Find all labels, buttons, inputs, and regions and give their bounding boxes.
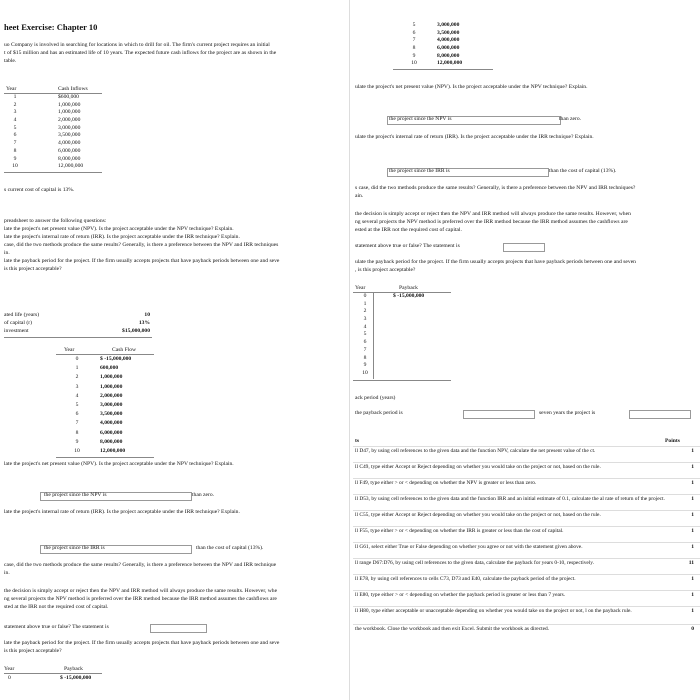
r-payback-year-7: 7 <box>363 346 367 353</box>
top-flow-1: 3,500,000 <box>437 29 460 36</box>
cf-year-0: 0 <box>75 356 79 362</box>
inflow-year-0: 1 <box>13 94 17 100</box>
input-label-life: ated life (years) <box>4 312 40 318</box>
inflow-value-6: 4,000,000 <box>58 140 81 147</box>
input-value-investment[interactable]: $15,000,000 <box>122 328 150 334</box>
r-payback-year-3: 3 <box>363 316 367 323</box>
r-statement-prompt: statement above true or false? The statement is <box>355 243 460 249</box>
inflow-year-header: Year <box>6 86 17 92</box>
requirement-text: ll range D67:D76, by using cell references to the given data, calculate the payback for years 0-10, respectively. <box>355 560 594 566</box>
cf-year-2: 2 <box>75 374 79 381</box>
payback-header: Payback <box>64 666 83 672</box>
requirement-row <box>353 526 700 542</box>
top-flow-0: 3,000,000 <box>437 22 460 28</box>
cf-header: Cash Flow <box>112 347 137 353</box>
requirement-points: 1 <box>691 496 694 502</box>
requirement-points: 1 <box>691 448 694 454</box>
q-irr: late the project's internal rate of return (IRR). Is the project acceptable under the IRR technique? Explain. <box>4 509 240 515</box>
intro-line-3: table. <box>4 58 17 64</box>
r-decision-1: the decision is simply accept or reject then the NPV and IRR method will always produce the same results. However, when <box>355 211 631 217</box>
input-value-life[interactable]: 10 <box>144 312 150 318</box>
requirement-points: 1 <box>691 528 694 534</box>
requirement-points: 1 <box>691 608 694 614</box>
r-irr-answer-a: the project since the IRR is <box>389 168 450 174</box>
top-year-2: 7 <box>412 37 416 44</box>
q-payback-2: is this project acceptable? <box>4 648 62 654</box>
r-q-same-1: s case, did the two methods produce the same results? Generally, is there a preference between the NPV and IRR techniques? <box>355 185 636 191</box>
r-payback-header: Payback <box>399 285 418 291</box>
inflow-year-8: 9 <box>13 155 17 162</box>
npv-answer-a: the project since the NPV is <box>44 492 107 498</box>
instruction-7: is this project acceptable? <box>4 266 62 272</box>
inflow-value-4: 3,000,000 <box>58 124 81 131</box>
r-q-payback-1: ulate the payback period for the project. If the firm usually accepts projects that have payback periods between one and seven <box>355 259 636 265</box>
r-npv-answer-b: than zero. <box>559 116 582 122</box>
statement-prompt: statement above true or false? The statement is <box>4 624 109 630</box>
cost-of-capital-text: s current cost of capital is 13%. <box>4 187 75 193</box>
inflow-year-1: 2 <box>13 101 17 108</box>
inflow-year-4: 5 <box>13 124 17 131</box>
inflow-value-0: $600,000 <box>58 94 79 100</box>
requirement-points: 11 <box>688 560 694 566</box>
payback-first-year: 0 <box>8 675 11 681</box>
irr-answer-b: than the cost of capital (13%). <box>196 545 264 551</box>
requirement-row <box>353 574 700 590</box>
points-header: Points <box>665 438 680 444</box>
q-same-2: in. <box>4 570 10 576</box>
requirement-text: the workbook. Close the workbook and then exit Excel. Submit the workbook as directed. <box>355 626 550 632</box>
requirement-text: ll F55, type either > or < depending on whether the IRR is greater or less than the cost of capital. <box>355 528 564 534</box>
statement-answer-cell[interactable] <box>150 624 207 633</box>
requirement-row <box>353 510 700 526</box>
cf-flow-6: 3,500,000 <box>100 411 123 418</box>
r-npv-answer-a: the project since the NPV is <box>389 116 452 122</box>
requirement-points: 0 <box>691 626 694 632</box>
top-years-column <box>409 22 419 68</box>
requirement-text: ll E80, type either > or < depending on whether the payback period is greater or less than 7 years. <box>355 592 566 598</box>
npv-answer-b: than zero. <box>192 492 215 498</box>
r-payback-year-6: 6 <box>363 339 367 346</box>
instruction-5: in. <box>4 250 10 256</box>
q-npv: late the project's net present value (NPV). Is the project acceptable under the NPV technique? Explain. <box>4 461 234 467</box>
instruction-3: late the project's internal rate of return (IRR). Is the project acceptable under the IRR technique? Explain. <box>4 234 240 240</box>
r-payback-answer-a: the payback period is <box>355 410 403 416</box>
intro-line-2: t of $15 million and has an estimated life of 10 years. The expected future cash inflows for the project are as shown in the <box>4 50 277 56</box>
inflow-years-column <box>10 94 20 171</box>
decision-3: sted at the IRR not the required cost of capital. <box>4 604 109 610</box>
decision-2: ng several projects the NPV method is preferred over the IRR method because the IRR method assumes the cashflows are <box>4 596 277 602</box>
top-year-5: 10 <box>411 60 417 67</box>
requirement-row <box>353 558 700 574</box>
r-payback-year-2: 2 <box>363 308 367 315</box>
inflow-value-8: 8,000,000 <box>58 155 81 162</box>
r-payback-year-0: 0 <box>363 293 367 299</box>
decision-1: the decision is simply accept or reject then the NPV and IRR method will always produce the same results. However, whe <box>4 588 278 594</box>
inflow-header: Cash Inflows <box>58 86 88 92</box>
requirement-points: 1 <box>691 576 694 582</box>
cf-bottom-rule <box>56 457 154 458</box>
inflow-bottom-rule <box>4 172 102 173</box>
r-decision-3: ested at the IRR not the required cost of capital. <box>355 227 462 233</box>
cf-flows-column[interactable] <box>100 355 131 456</box>
requirement-text: ll F49, type either > or < depending on whether the NPV is greater or less than zero. <box>355 480 537 486</box>
top-year-4: 9 <box>412 52 416 59</box>
payback-year-header: Year <box>4 666 15 672</box>
cf-years-column <box>72 355 82 456</box>
cf-flow-5: 3,000,000 <box>100 401 123 408</box>
requirement-text: ll E78, by using cell references to cells C73, D73 and E40, calculate the payback period of the project. <box>355 576 576 582</box>
r-statement-answer-cell[interactable] <box>503 243 545 252</box>
r-q-irr: ulate the project's internal rate of return (IRR). Is the project acceptable under the IRR technique? Explain. <box>355 134 594 140</box>
requirement-text: ll D47, by using cell references to the given data and the function NPV, calculate the net present value of the ct. <box>355 448 596 454</box>
top-year-0: 5 <box>412 22 416 28</box>
requirement-row <box>353 624 700 640</box>
inflow-value-2: 1,000,000 <box>58 109 81 116</box>
cf-year-9: 9 <box>75 438 79 445</box>
input-label-investment: investment <box>4 328 29 334</box>
cf-flow-3: 1,000,000 <box>100 383 123 390</box>
inflow-year-6: 7 <box>13 140 17 147</box>
inflow-year-2: 3 <box>13 109 17 116</box>
q-same-1: case, did the two methods produce the same results? Generally, is there a preference between the NPV and IRR technique <box>4 562 277 568</box>
inflow-year-3: 4 <box>13 117 17 124</box>
requirement-text: ll C49, type either Accept or Reject depending on whether you would take on the project or not, based on the rule. <box>355 464 601 470</box>
cf-flow-1: 600,000 <box>100 365 119 372</box>
requirement-text: ll G61, select either True or False depending on whether you agree or not with the statement given above. <box>355 544 583 550</box>
requirement-points: 1 <box>691 464 694 470</box>
cf-flow-4: 2,000,000 <box>100 392 123 399</box>
r-decision-2: ng several projects the NPV method is preferred over the IRR method because the IRR method assumes the cashflows are <box>355 219 628 225</box>
requirement-text: ll C55, type either Accept or Reject depending on whether you would take on the project or not, based on the rule. <box>355 512 601 518</box>
inflow-values-column <box>58 94 83 171</box>
cf-flow-10: 12,000,000 <box>100 447 126 454</box>
instruction-6: late the payback period for the project. If the firm usually accepts projects that have payback periods between one and seve <box>4 258 280 264</box>
worksheet-title: heet Exercise: Chapter 10 <box>4 22 98 32</box>
input-value-rate[interactable]: 13% <box>138 320 150 326</box>
cf-flow-8: 6,000,000 <box>100 429 123 436</box>
r-payback-year-9: 9 <box>363 362 367 369</box>
r-payback-year-5: 5 <box>363 331 367 338</box>
top-year-3: 8 <box>412 45 416 52</box>
inflow-year-5: 6 <box>13 132 17 139</box>
cf-year-8: 8 <box>75 429 79 436</box>
requirement-points: 1 <box>691 544 694 550</box>
r-payback-year-header: Year <box>355 285 366 291</box>
r-payback-answer-b: seven years the project is <box>539 410 596 416</box>
top-year-1: 6 <box>412 29 416 36</box>
top-flow-4: 8,000,000 <box>437 52 460 59</box>
inputs-bottom-rule <box>4 337 152 338</box>
inflow-value-3: 2,000,000 <box>58 117 81 124</box>
top-flows-column[interactable] <box>437 22 462 68</box>
cf-year-1: 1 <box>75 365 79 372</box>
cf-flow-0: $ -15,000,000 <box>100 356 132 362</box>
r-payback-years-column <box>361 293 369 378</box>
cf-year-10: 10 <box>74 447 80 454</box>
payback-header-rule <box>4 673 102 674</box>
requirement-row <box>353 446 700 462</box>
intro-line-1: uo Company is involved in searching for locations in which to drill for oil. The firm's current project requires an initial <box>4 42 270 48</box>
requirement-row <box>353 494 700 510</box>
inflow-year-7: 8 <box>13 147 17 154</box>
input-label-rate: of capital (r) <box>4 320 32 326</box>
cf-year-6: 6 <box>75 411 79 418</box>
top-flow-3: 6,000,000 <box>437 45 460 52</box>
irr-answer-a: the project since the IRR is <box>44 545 105 551</box>
instruction-2: late the project's net present value (NPV). Is the project acceptable under the NPV technique? Explain. <box>4 226 234 232</box>
r-payback-bottom-rule <box>353 380 451 381</box>
right-worksheet-pane[interactable] <box>353 0 700 700</box>
r-q-npv: ulate the project's net present value (NPV). Is the project acceptable under the NPV technique? Explain. <box>355 84 588 90</box>
instruction-4: case, did the two methods produce the same results? Generally, is there a preference between the NPV and IRR techniques <box>4 242 279 248</box>
inflow-value-7: 6,000,000 <box>58 147 81 154</box>
inflow-year-9: 10 <box>12 163 18 170</box>
r-payback-first-value[interactable]: $ -15,000,000 <box>393 293 425 299</box>
q-payback-1: late the payback period for the project. If the firm usually accepts projects that have payback periods between one and seve <box>4 640 280 646</box>
cf-flow-2: 1,000,000 <box>100 374 123 381</box>
cf-flow-9: 8,000,000 <box>100 438 123 445</box>
cf-year-5: 5 <box>75 401 79 408</box>
requirement-row <box>353 590 700 606</box>
r-q-same-2: ain. <box>355 193 364 199</box>
r-q-payback-2: , is this project acceptable? <box>355 267 416 273</box>
r-payback-col-rule <box>373 293 374 379</box>
requirement-points: 1 <box>691 480 694 486</box>
r-payback-year-1: 1 <box>363 300 367 307</box>
requirement-row <box>353 606 700 622</box>
instruction-1: preadsheet to answer the following questions: <box>4 218 107 224</box>
payback-first-value[interactable]: $ -15,000,000 <box>60 675 92 681</box>
left-worksheet-pane[interactable] <box>0 0 347 700</box>
requirements-header: ts <box>355 438 360 444</box>
requirement-text: ll H80, type either acceptable or unacceptable depending on whether you would take on the project or not, l on the payback rule. <box>355 608 632 614</box>
pane-divider <box>349 0 350 700</box>
r-payback-year-10: 10 <box>362 369 368 376</box>
inflow-value-5: 3,500,000 <box>58 132 81 139</box>
requirement-row <box>353 478 700 494</box>
requirement-row <box>353 542 700 558</box>
requirement-points: 1 <box>691 512 694 518</box>
top-flow-5: 12,000,000 <box>437 60 463 67</box>
cf-year-3: 3 <box>75 383 79 390</box>
r-payback-answer-cell[interactable] <box>463 410 535 419</box>
cf-year-header: Year <box>64 347 75 353</box>
cf-flow-7: 4,000,000 <box>100 420 123 427</box>
cf-year-7: 7 <box>75 420 79 427</box>
r-acceptability-cell[interactable] <box>629 410 691 419</box>
r-payback-period-label: ack period (years) <box>355 395 396 401</box>
r-irr-answer-b: than the cost of capital (13%). <box>549 168 617 174</box>
cf-year-4: 4 <box>75 392 79 399</box>
requirement-points: 1 <box>691 592 694 598</box>
inflow-value-9: 12,000,000 <box>58 163 84 170</box>
top-flow-2: 4,000,000 <box>437 37 460 44</box>
requirement-text: ll D53, by using cell references to the given data and the function IRR and an initial estimate of 0.1, calculate the al rate of return of the project. <box>355 496 665 502</box>
r-payback-year-4: 4 <box>363 323 367 330</box>
inflow-value-1: 1,000,000 <box>58 101 81 108</box>
requirement-row <box>353 462 700 478</box>
top-table-bottom-rule <box>393 69 493 70</box>
r-payback-year-8: 8 <box>363 354 367 361</box>
